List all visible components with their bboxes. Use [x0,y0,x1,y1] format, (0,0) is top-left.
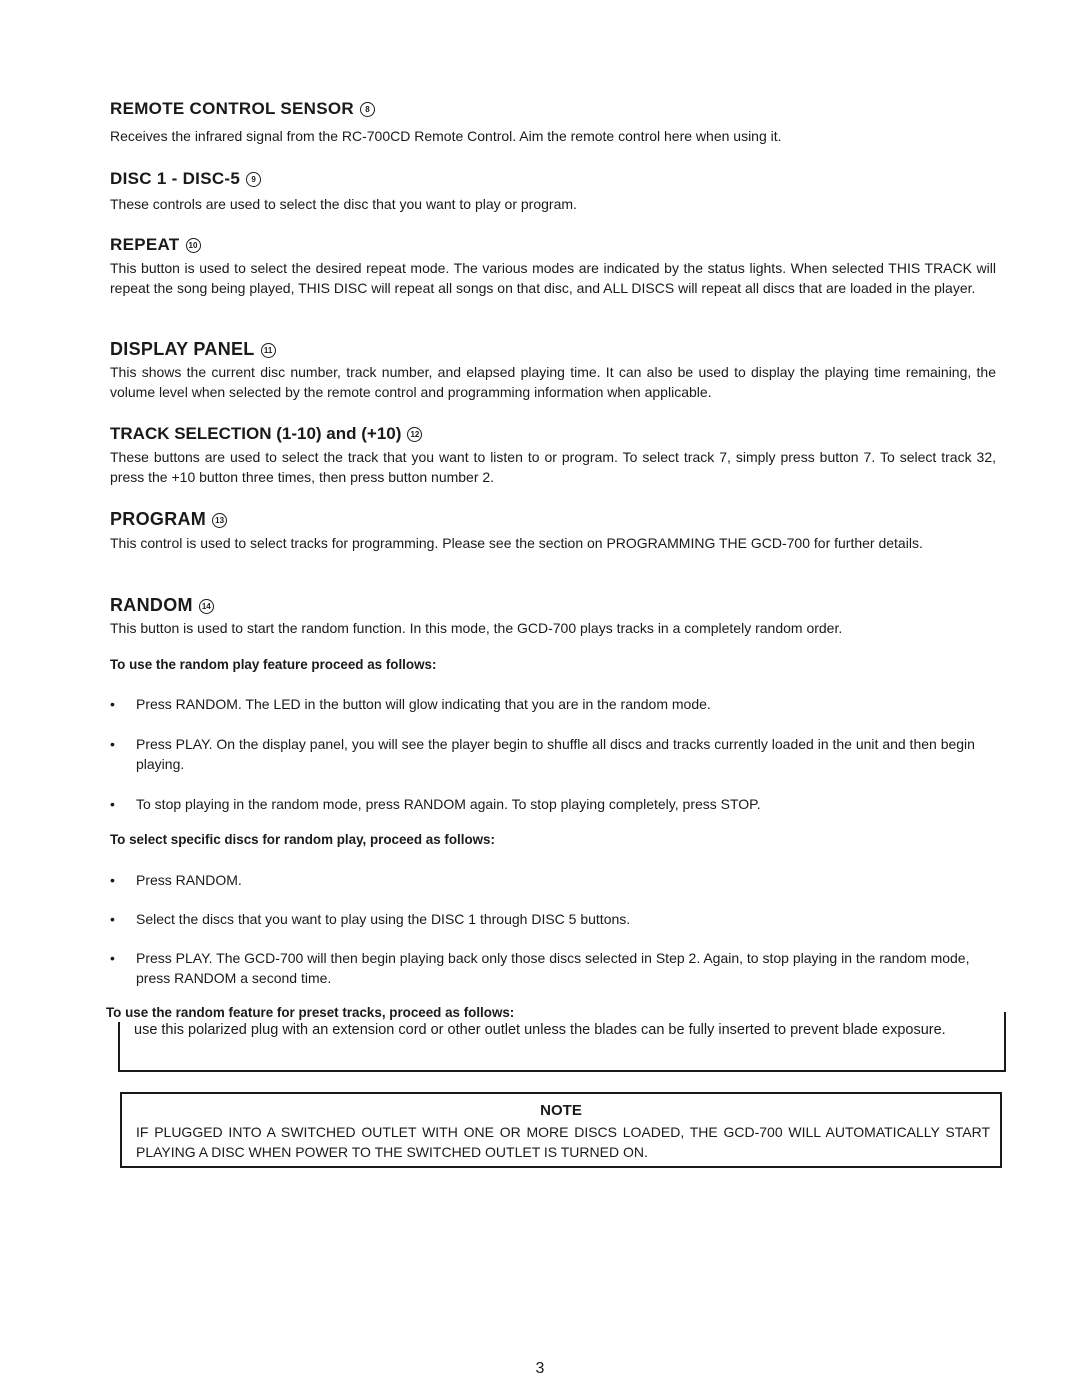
list-item: • To stop playing in the random mode, press RANDOM again. To stop playing completely, press STOP. [110,796,761,812]
section-body-display-panel: This shows the current disc number, track number, and elapsed playing time. It can also be used to display the playing time remaining, the volume level when selected by the remote control and programming information when applicable. [110,364,996,400]
note-title: NOTE [540,1102,582,1119]
section-title-disc: DISC 1 - DISC-5 9 [110,169,261,189]
circled-number-11: 11 [261,343,276,358]
list-item: • Press RANDOM. [110,872,242,888]
circled-number-12: 12 [407,427,422,442]
circled-number-10: 10 [186,238,201,253]
circled-number-8: 8 [360,102,375,117]
overlap-text: use this polarized plug with an extension cord or other outlet unless the blades can be fully inserted to prevent blade exposure. [134,1022,946,1038]
circled-number-9: 9 [246,172,261,187]
bullet-icon: • [110,696,115,712]
circled-number-14: 14 [199,599,214,614]
preset-tracks-heading: To use the random feature for preset tracks, proceed as follows: [106,1005,515,1020]
list-item: • Press PLAY. On the display panel, you will see the player begin to shuffle all discs and tracks currently loaded in the unit and then begin playing. [110,736,975,772]
section-title-display-panel: DISPLAY PANEL 11 [110,339,276,360]
circled-number-13: 13 [212,513,227,528]
section-body-disc: These controls are used to select the disc that you want to play or program. [110,196,577,212]
section-title-track-selection: TRACK SELECTION (1-10) and (+10) 12 [110,424,422,444]
section-title-repeat: REPEAT 10 [110,235,201,255]
bullet-icon: • [110,950,115,966]
section-title-program: PROGRAM 13 [110,509,227,530]
random-play-heading: To use the random play feature proceed as follows: [110,657,437,672]
section-body-remote-control-sensor: Receives the infrared signal from the RC-700CD Remote Control. Aim the remote control here when using it. [110,128,782,144]
box-left-rule [118,1022,120,1070]
bullet-icon: • [110,911,115,927]
list-item: • Press PLAY. The GCD-700 will then begin playing back only those discs selected in Step 2. Again, to stop playing in the random mode, press RANDOM a second time. [110,950,970,986]
section-body-program: This control is used to select tracks for programming. Please see the section on PROGRAMMING THE GCD-700 for further details. [110,535,923,551]
section-body-track-selection: These buttons are used to select the track that you want to listen to or program. To select track 7, simply press button 7. To select track 32, press the +10 button three times, then press button number 2. [110,449,996,485]
section-body-random: This button is used to start the random function. In this mode, the GCD-700 plays tracks in a completely random order. [110,620,843,636]
note-box [120,1092,1002,1168]
note-text: IF PLUGGED INTO A SWITCHED OUTLET WITH ONE OR MORE DISCS LOADED, THE GCD-700 WILL AUTOMATICALLY START PLAYING A DISC WHEN POWER TO THE SWITCHED OUTLET IS TURNED ON. [136,1124,990,1160]
section-title-remote-control-sensor: REMOTE CONTROL SENSOR 8 [110,99,375,119]
section-body-repeat: This button is used to select the desired repeat mode. The various modes are indicated by the status lights. When selected THIS TRACK will repeat the song being played, THIS DISC will repeat all songs on that disc, and ALL DISCS will repeat all discs that are loaded in the player. [110,260,996,296]
bullet-icon: • [110,796,115,812]
specific-discs-heading: To select specific discs for random play, proceed as follows: [110,832,495,847]
bullet-icon: • [110,872,115,888]
page-number: 3 [535,1360,545,1377]
list-item: • Press RANDOM. The LED in the button will glow indicating that you are in the random mode. [110,696,711,712]
bullet-icon: • [110,736,115,752]
section-title-random: RANDOM 14 [110,595,214,616]
list-item: • Select the discs that you want to play using the DISC 1 through DISC 5 buttons. [110,911,631,927]
